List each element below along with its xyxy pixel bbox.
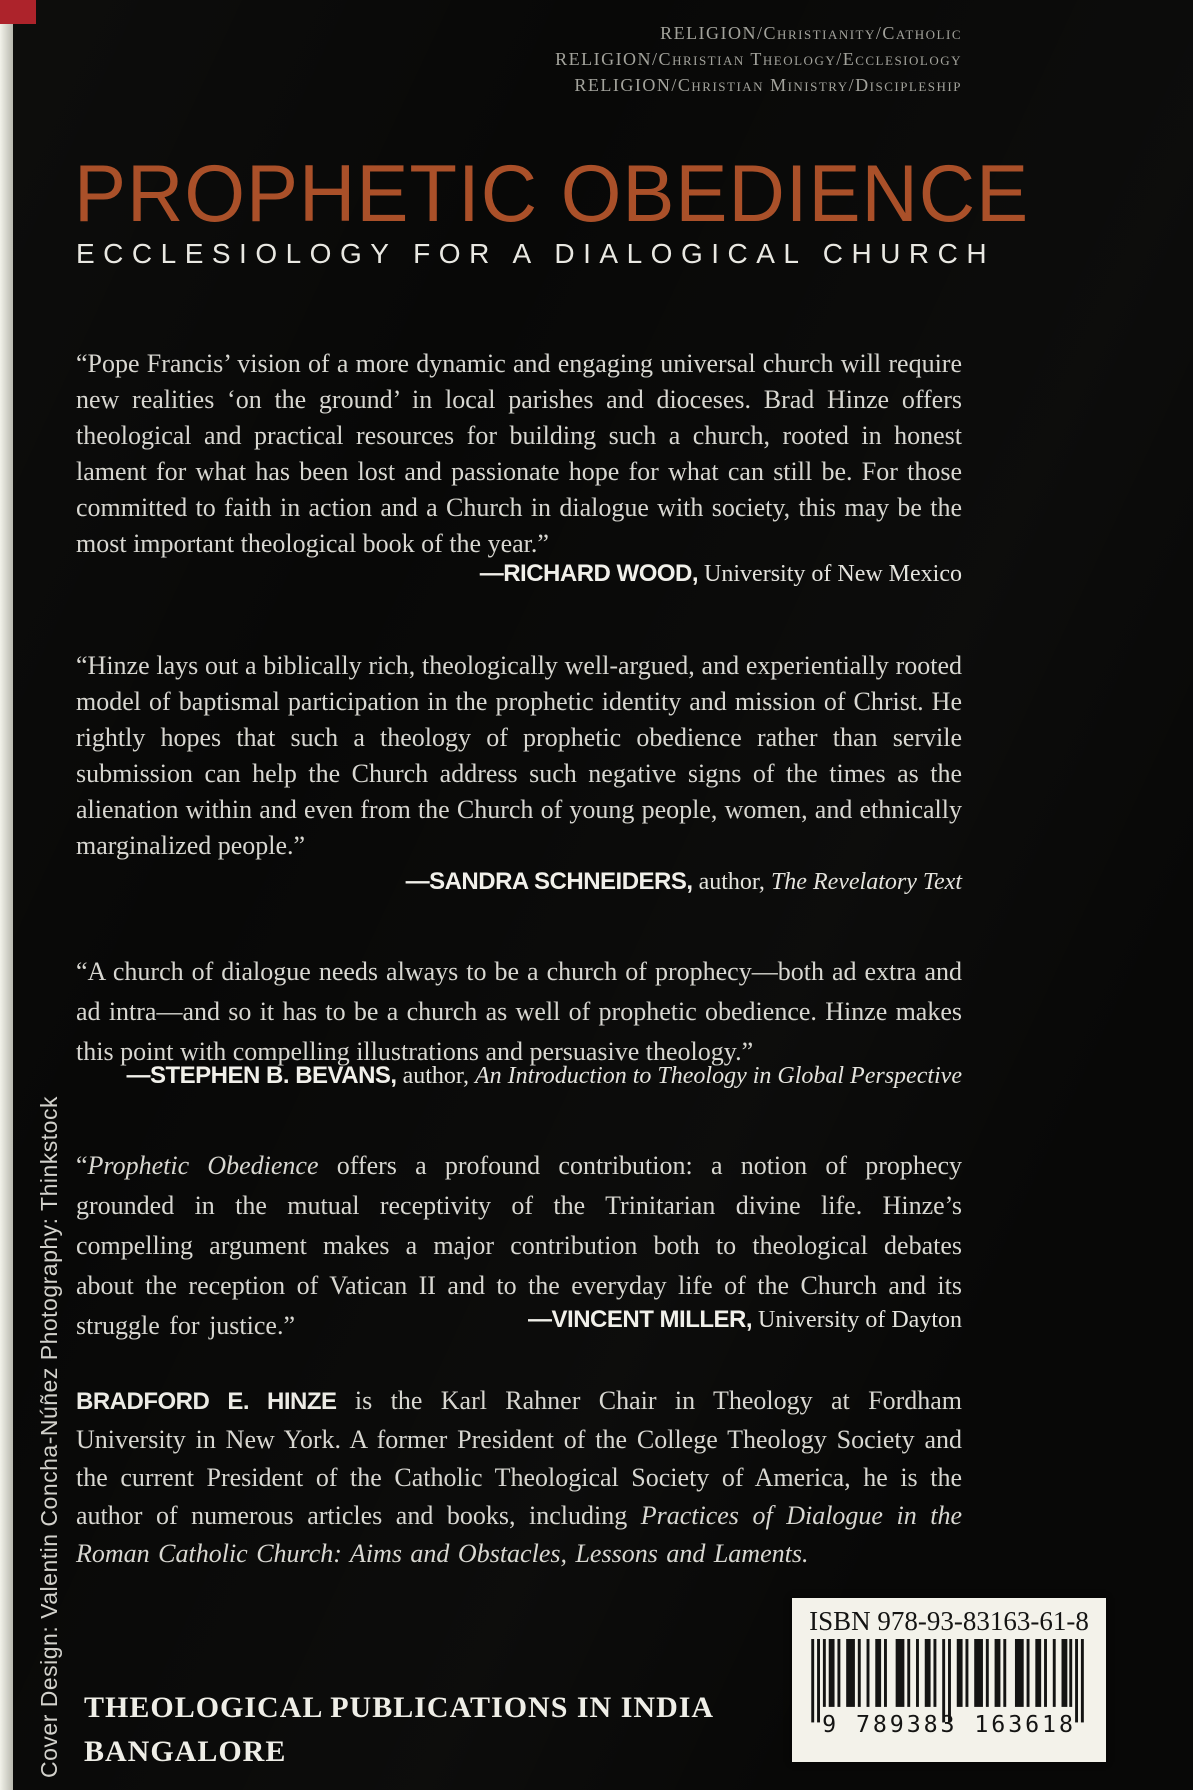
- ean-barcode: [811, 1639, 1087, 1736]
- category-line: RELIGION/Christian Ministry/Discipleship: [574, 75, 962, 95]
- publisher-block: [84, 1686, 714, 1774]
- reviewer-role: author,: [692, 869, 771, 895]
- bio-book-title: Practices of Dialogue in the Roman Catholic Church: Aims and Obstacles, Lessons and Laments.: [76, 1501, 962, 1568]
- reviewer-name: —SANDRA SCHNEIDERS,: [405, 868, 693, 895]
- reviewer-affiliation: University of Dayton: [752, 1307, 962, 1333]
- quote-attribution-bevans: [76, 1062, 962, 1090]
- quote-attribution-schneiders: [76, 868, 962, 896]
- author-name: BRADFORD E. HINZE: [76, 1388, 337, 1415]
- reviewer-name: —VINCENT MILLER,: [528, 1306, 753, 1333]
- quote-body: offers a profound contribution: a notion of prophecy grounded in the mutual receptivity of the Trinitarian divine life. Hinze’s compelling argument makes a major contribution both to theological debates about the reception of Vatican II and to the everyday life of the Church and its struggle for justice.”: [76, 1151, 962, 1340]
- reviewer-role: author,: [396, 1063, 475, 1089]
- book-subtitle: ECCLESIOLOGY FOR A DIALOGICAL CHURCH: [76, 238, 996, 269]
- bio-text: is the Karl Rahner Chair in Theology at Fordham University in New York. A former President of the College Theology Society and the current President of the Catholic Theological Society of America, he is the author of numerous articles and books, including: [76, 1386, 962, 1530]
- reviewer-book-title: An Introduction to Theology in Global Perspective: [474, 1063, 962, 1089]
- category-line: RELIGION/Christianity/Catholic: [660, 23, 962, 43]
- cover-design-credit: Cover Design: Valentin Concha-Núñez Photography: Thinkstock: [36, 1096, 62, 1778]
- quote-book-title: Prophetic Obedience: [87, 1151, 319, 1180]
- publisher-name: THEOLOGICAL PUBLICATIONS IN INDIA: [84, 1691, 715, 1724]
- reviewer-affiliation: University of New Mexico: [698, 561, 962, 587]
- review-quote-wood: “Pope Francis’ vision of a more dynamic and engaging universal church will require new realities ‘on the ground’ in local parishes and dioceses. Brad Hinze offers theological and practical resources for building such a church, rooted in honest lament for what has been lost and passionate hope for what can still be. For those committed to faith in action and a Church in dialogue with society, this may be the most important theological book of the year.”: [76, 349, 962, 558]
- category-list: [555, 20, 962, 98]
- quote-attribution-wood: [76, 560, 962, 588]
- barcode-digits: 9 789383 163618: [822, 1711, 1076, 1736]
- scan-edge-strip: [0, 0, 13, 1790]
- book-title: PROPHETIC OBEDIENCE: [74, 147, 1030, 239]
- quote-open: “: [76, 1151, 88, 1180]
- author-bio: [76, 1382, 962, 1573]
- reviewer-name: —RICHARD WOOD,: [479, 560, 699, 587]
- scan-corner-mark: [0, 0, 36, 24]
- isbn-label: [792, 1598, 1106, 1762]
- review-quote-bevans: “A church of dialogue needs always to be a church of prophecy—both ad extra and ad intra—and so it has to be a church as well of prophetic obedience. Hinze makes this point with compelling illustrations and persuasive theology.”: [76, 957, 962, 1066]
- publisher-city: BANGALORE: [84, 1735, 287, 1768]
- review-quote-schneiders: “Hinze lays out a biblically rich, theologically well-argued, and experientially rooted model of baptismal participation in the prophetic identity and mission of Christ. He rightly hopes that such a theology of prophetic obedience rather than servile submission can help the Church address such negative signs of the times as the alienation within and even from the Church of young people, women, and ethnically marginalized people.”: [76, 651, 962, 860]
- isbn-number: ISBN 978-93-83163-61-8: [809, 1606, 1089, 1636]
- quote-attribution-miller: [76, 1306, 962, 1334]
- reviewer-name: —STEPHEN B. BEVANS,: [126, 1062, 397, 1089]
- category-line: RELIGION/Christian Theology/Ecclesiology: [555, 49, 962, 69]
- reviewer-book-title: The Revelatory Text: [770, 869, 962, 895]
